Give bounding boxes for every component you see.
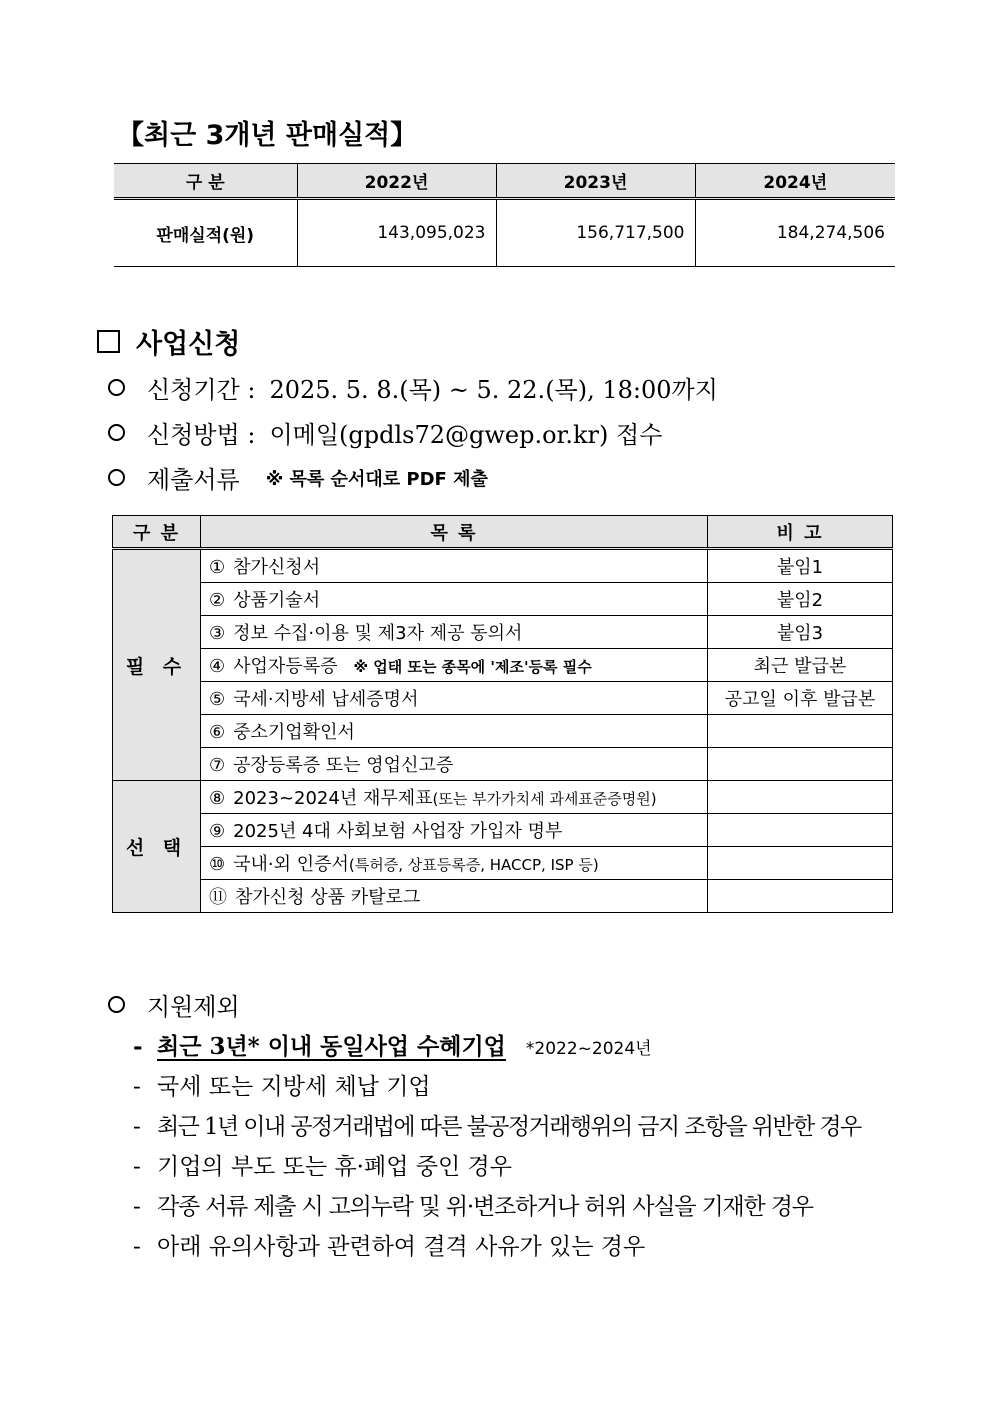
table-row — [113, 814, 893, 847]
list-item — [133, 1028, 652, 1061]
exclusion-text: 각종 서류 제출 시 고의누락 및 위·변조하거나 허위 사실을 기재한 경우 — [157, 1194, 813, 1220]
circle-bullet-icon — [108, 469, 125, 486]
list-item — [133, 1148, 512, 1181]
method-label: 신청방법 : — [147, 421, 256, 449]
doc-remark: 붙임2 — [708, 583, 893, 616]
doc-number: ⑩ — [209, 854, 226, 875]
table-row — [113, 583, 893, 616]
table-row — [113, 715, 893, 748]
doc-note: ※ 업태 또는 종목에 '제조'등록 필수 — [353, 658, 592, 676]
sales-value-2022: 143,095,023 — [297, 199, 496, 267]
exclusion-text: 기업의 부도 또는 휴·폐업 중인 경우 — [157, 1154, 512, 1180]
doc-item — [201, 583, 708, 616]
dash-bullet: - — [133, 1033, 143, 1060]
doc-number: ⑪ — [209, 887, 227, 908]
doc-item — [201, 814, 708, 847]
application-heading-text: 사업신청 — [136, 329, 241, 360]
doc-remark — [708, 847, 893, 880]
exclusion-text: 국세 또는 지방세 체납 기업 — [157, 1074, 431, 1100]
circle-bullet-icon — [108, 424, 125, 441]
application-method — [108, 415, 662, 450]
doc-remark: 붙임1 — [708, 549, 893, 583]
table-row — [113, 847, 893, 880]
doc-item — [201, 880, 708, 913]
doc-text: 상품기술서 — [233, 590, 321, 611]
dash-bullet: - — [133, 1194, 140, 1220]
doc-remark: 최근 발급본 — [708, 649, 893, 682]
checkbox-square-icon — [97, 330, 120, 353]
sales-row-label: 판매실적(원) — [114, 199, 297, 267]
table-row — [113, 616, 893, 649]
list-item — [133, 1068, 431, 1101]
doc-number: ⑨ — [209, 821, 226, 842]
table-row — [113, 549, 893, 583]
doc-number: ③ — [209, 623, 226, 644]
doc-note: (특허증, 상표등록증, HACCP, ISP 등) — [348, 856, 599, 874]
docs-label: 제출서류 — [147, 466, 240, 494]
doc-number: ⑤ — [209, 689, 226, 710]
dash-bullet: - — [133, 1114, 140, 1140]
doc-note: (또는 부가가치세 과세표준증명원) — [432, 790, 657, 808]
sales-row — [114, 199, 895, 267]
doc-text: 2025년 4대 사회보험 사업장 가입자 명부 — [233, 821, 563, 842]
exclusion-note: *2022~2024년 — [525, 1039, 652, 1059]
exclusion-heading-text: 지원제외 — [147, 993, 240, 1021]
dash-bullet: - — [133, 1234, 141, 1260]
doc-item — [201, 649, 708, 682]
sales-header-2022: 2022년 — [297, 164, 496, 199]
doc-number: ⑧ — [209, 788, 226, 809]
docs-header-category: 구 분 — [113, 516, 201, 549]
exclusion-heading — [108, 987, 240, 1022]
doc-text: 정보 수집·이용 및 제3자 제공 동의서 — [233, 623, 523, 644]
doc-text: 참가신청서 — [233, 557, 321, 578]
doc-remark — [708, 814, 893, 847]
table-row — [113, 781, 893, 814]
list-item — [133, 1228, 645, 1261]
dash-bullet: - — [133, 1074, 141, 1100]
doc-item — [201, 682, 708, 715]
doc-item — [201, 616, 708, 649]
circle-bullet-icon — [108, 379, 125, 396]
doc-number: ⑥ — [209, 722, 226, 743]
dash-bullet: - — [133, 1154, 141, 1180]
doc-remark — [708, 781, 893, 814]
list-item — [133, 1188, 813, 1221]
sales-value-2023: 156,717,500 — [496, 199, 695, 267]
table-row — [113, 682, 893, 715]
doc-remark — [708, 748, 893, 781]
group-required: 필 수 — [113, 549, 201, 781]
table-row — [113, 880, 893, 913]
exclusion-text: 최근 1년 이내 공정거래법에 따른 불공정거래행위의 금지 조항을 위반한 경우 — [157, 1114, 861, 1140]
doc-number: ① — [209, 557, 226, 578]
doc-text: 사업자등록증 — [233, 656, 338, 677]
doc-item — [201, 715, 708, 748]
doc-remark — [708, 880, 893, 913]
doc-item — [201, 549, 708, 583]
doc-text: 참가신청 상품 카탈로그 — [235, 887, 421, 908]
doc-item — [201, 781, 708, 814]
period-label: 신청기간 : — [147, 376, 256, 404]
application-docs — [108, 460, 488, 495]
docs-header-list: 목 록 — [201, 516, 708, 549]
application-heading — [97, 322, 240, 361]
doc-text: 중소기업확인서 — [233, 722, 355, 743]
sales-header-2023: 2023년 — [496, 164, 695, 199]
sales-header-2024: 2024년 — [695, 164, 895, 199]
sales-table — [114, 163, 895, 267]
doc-remark: 붙임3 — [708, 616, 893, 649]
sales-header-category: 구 분 — [114, 164, 297, 199]
doc-text: 국세·지방세 납세증명서 — [233, 689, 419, 710]
group-optional: 선 택 — [113, 781, 201, 913]
table-row — [113, 748, 893, 781]
doc-text: 2023~2024년 재무제표 — [233, 788, 433, 809]
circle-bullet-icon — [108, 996, 125, 1013]
doc-number: ④ — [209, 656, 226, 677]
period-value: 2025. 5. 8.(목) ~ 5. 22.(목), 18:00까지 — [269, 376, 718, 404]
application-period — [108, 370, 718, 405]
list-item — [133, 1108, 861, 1141]
doc-remark — [708, 715, 893, 748]
docs-header-remark: 비 고 — [708, 516, 893, 549]
sales-title: 【최근 3개년 판매실적】 — [117, 120, 418, 151]
exclusion-text: 최근 3년* 이내 동일사업 수혜기업 — [157, 1033, 506, 1060]
doc-item — [201, 847, 708, 880]
doc-text: 공장등록증 또는 영업신고증 — [233, 755, 454, 776]
doc-text: 국내·외 인증서 — [233, 854, 349, 875]
doc-number: ⑦ — [209, 755, 226, 776]
table-row — [113, 649, 893, 682]
sales-value-2024: 184,274,506 — [695, 199, 895, 267]
doc-number: ② — [209, 590, 226, 611]
exclusion-text: 아래 유의사항과 관련하여 결격 사유가 있는 경우 — [157, 1234, 646, 1260]
doc-item — [201, 748, 708, 781]
docs-note: ※ 목록 순서대로 PDF 제출 — [265, 468, 488, 490]
documents-table — [112, 515, 893, 913]
doc-remark: 공고일 이후 발급본 — [708, 682, 893, 715]
method-value: 이메일(gpdls72@gwep.or.kr) 접수 — [269, 421, 663, 449]
